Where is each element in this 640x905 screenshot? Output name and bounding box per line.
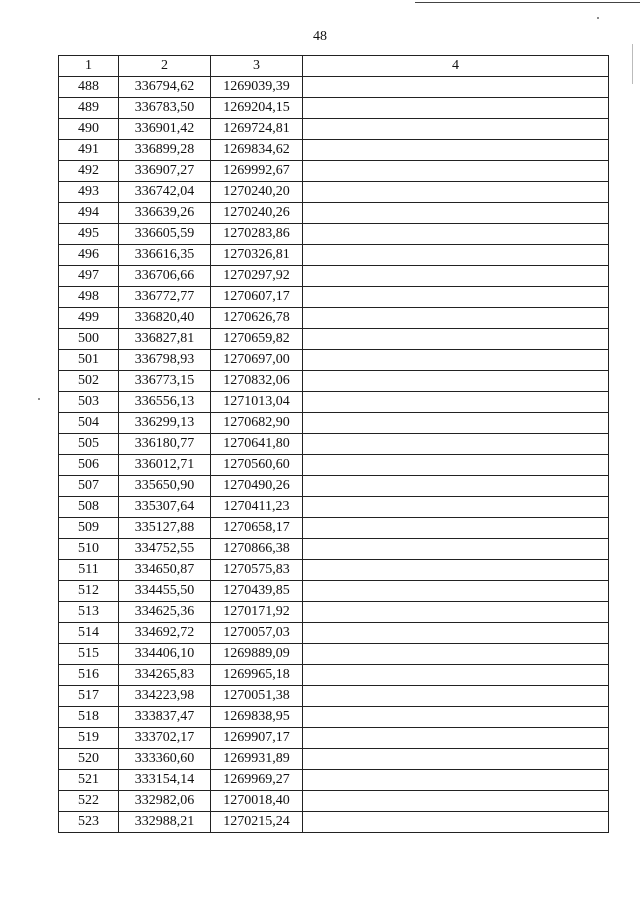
point-number-cell: 503 [59,392,119,413]
note-cell [303,560,609,581]
point-number-cell: 498 [59,287,119,308]
y-coordinate-cell: 1270411,23 [211,497,303,518]
x-coordinate-cell: 336772,77 [119,287,211,308]
point-number-cell: 496 [59,245,119,266]
point-number-cell: 500 [59,329,119,350]
x-coordinate-cell: 334692,72 [119,623,211,644]
point-number-cell: 513 [59,602,119,623]
x-coordinate-cell: 336605,59 [119,224,211,245]
column-header: 2 [119,56,211,77]
y-coordinate-cell: 1270659,82 [211,329,303,350]
note-cell [303,203,609,224]
point-number-cell: 493 [59,182,119,203]
point-number-cell: 510 [59,539,119,560]
x-coordinate-cell: 333360,60 [119,749,211,770]
y-coordinate-cell: 1270057,03 [211,623,303,644]
point-number-cell: 495 [59,224,119,245]
x-coordinate-cell: 336907,27 [119,161,211,182]
x-coordinate-cell: 334752,55 [119,539,211,560]
y-coordinate-cell: 1271013,04 [211,392,303,413]
y-coordinate-cell: 1270326,81 [211,245,303,266]
point-number-cell: 517 [59,686,119,707]
x-coordinate-cell: 333837,47 [119,707,211,728]
point-number-cell: 518 [59,707,119,728]
table-row [59,770,609,791]
x-coordinate-cell: 336827,81 [119,329,211,350]
y-coordinate-cell: 1270240,20 [211,182,303,203]
note-cell [303,77,609,98]
y-coordinate-cell: 1269204,15 [211,98,303,119]
y-coordinate-cell: 1270215,24 [211,812,303,833]
note-cell [303,476,609,497]
x-coordinate-cell: 334650,87 [119,560,211,581]
note-cell [303,812,609,833]
y-coordinate-cell: 1270607,17 [211,287,303,308]
table-row [59,812,609,833]
y-coordinate-cell: 1269834,62 [211,140,303,161]
note-cell [303,665,609,686]
x-coordinate-cell: 336901,42 [119,119,211,140]
table-row [59,644,609,665]
note-cell [303,119,609,140]
x-coordinate-cell: 336742,04 [119,182,211,203]
note-cell [303,770,609,791]
note-cell [303,602,609,623]
table-row [59,371,609,392]
table-row [59,560,609,581]
point-number-cell: 522 [59,791,119,812]
x-coordinate-cell: 332988,21 [119,812,211,833]
scan-speck [38,398,40,400]
table-row [59,581,609,602]
column-header: 1 [59,56,119,77]
table-row [59,98,609,119]
point-number-cell: 494 [59,203,119,224]
note-cell [303,98,609,119]
note-cell [303,350,609,371]
point-number-cell: 509 [59,518,119,539]
table-row [59,182,609,203]
y-coordinate-cell: 1270832,06 [211,371,303,392]
x-coordinate-cell: 336012,71 [119,455,211,476]
table-row [59,623,609,644]
y-coordinate-cell: 1270240,26 [211,203,303,224]
x-coordinate-cell: 334625,36 [119,602,211,623]
point-number-cell: 490 [59,119,119,140]
point-number-cell: 516 [59,665,119,686]
y-coordinate-cell: 1270682,90 [211,413,303,434]
table-row [59,518,609,539]
table-row [59,287,609,308]
y-coordinate-cell: 1270560,60 [211,455,303,476]
point-number-cell: 501 [59,350,119,371]
table-row [59,707,609,728]
column-header: 4 [303,56,609,77]
table-row [59,602,609,623]
x-coordinate-cell: 334406,10 [119,644,211,665]
y-coordinate-cell: 1270490,26 [211,476,303,497]
note-cell [303,371,609,392]
note-cell [303,791,609,812]
point-number-cell: 523 [59,812,119,833]
column-header: 3 [211,56,303,77]
note-cell [303,539,609,560]
y-coordinate-cell: 1269724,81 [211,119,303,140]
y-coordinate-cell: 1270658,17 [211,518,303,539]
point-number-cell: 514 [59,623,119,644]
y-coordinate-cell: 1270641,80 [211,434,303,455]
y-coordinate-cell: 1269838,95 [211,707,303,728]
y-coordinate-cell: 1269889,09 [211,644,303,665]
note-cell [303,413,609,434]
table-row [59,434,609,455]
note-cell [303,623,609,644]
x-coordinate-cell: 336299,13 [119,413,211,434]
y-coordinate-cell: 1269965,18 [211,665,303,686]
table-row [59,749,609,770]
y-coordinate-cell: 1269969,27 [211,770,303,791]
point-number-cell: 492 [59,161,119,182]
point-number-cell: 504 [59,413,119,434]
table-row [59,77,609,98]
x-coordinate-cell: 333154,14 [119,770,211,791]
table-row [59,203,609,224]
table-row [59,455,609,476]
point-number-cell: 488 [59,77,119,98]
table-row [59,119,609,140]
point-number-cell: 512 [59,581,119,602]
note-cell [303,686,609,707]
x-coordinate-cell: 336899,28 [119,140,211,161]
x-coordinate-cell: 334265,83 [119,665,211,686]
note-cell [303,182,609,203]
x-coordinate-cell: 336616,35 [119,245,211,266]
x-coordinate-cell: 336783,50 [119,98,211,119]
table-row [59,476,609,497]
note-cell [303,644,609,665]
point-number-cell: 515 [59,644,119,665]
note-cell [303,434,609,455]
point-number-cell: 506 [59,455,119,476]
page-number: 48 [313,29,327,44]
y-coordinate-cell: 1270297,92 [211,266,303,287]
table-row [59,791,609,812]
y-coordinate-cell: 1270283,86 [211,224,303,245]
table-row [59,665,609,686]
table-row [59,161,609,182]
scan-speck [597,17,599,19]
point-number-cell: 505 [59,434,119,455]
x-coordinate-cell: 336794,62 [119,77,211,98]
point-number-cell: 520 [59,749,119,770]
x-coordinate-cell: 334455,50 [119,581,211,602]
y-coordinate-cell: 1270018,40 [211,791,303,812]
x-coordinate-cell: 333702,17 [119,728,211,749]
table-row [59,266,609,287]
x-coordinate-cell: 336180,77 [119,434,211,455]
note-cell [303,329,609,350]
y-coordinate-cell: 1270439,85 [211,581,303,602]
note-cell [303,518,609,539]
note-cell [303,581,609,602]
point-number-cell: 502 [59,371,119,392]
point-number-cell: 489 [59,98,119,119]
scan-edge-mark [632,44,633,84]
table-row [59,413,609,434]
x-coordinate-cell: 336706,66 [119,266,211,287]
table-body [59,77,609,833]
top-rule [415,2,640,3]
table-row [59,350,609,371]
x-coordinate-cell: 336798,93 [119,350,211,371]
table-row [59,728,609,749]
table-header-row [59,56,609,77]
y-coordinate-cell: 1269907,17 [211,728,303,749]
note-cell [303,707,609,728]
note-cell [303,245,609,266]
x-coordinate-cell: 336820,40 [119,308,211,329]
y-coordinate-cell: 1269039,39 [211,77,303,98]
point-number-cell: 499 [59,308,119,329]
y-coordinate-cell: 1270697,00 [211,350,303,371]
table-row [59,392,609,413]
point-number-cell: 519 [59,728,119,749]
table-row [59,224,609,245]
point-number-cell: 508 [59,497,119,518]
x-coordinate-cell: 335127,88 [119,518,211,539]
table-row [59,140,609,161]
note-cell [303,224,609,245]
note-cell [303,287,609,308]
x-coordinate-cell: 335650,90 [119,476,211,497]
table-row [59,539,609,560]
point-number-cell: 507 [59,476,119,497]
y-coordinate-cell: 1270171,92 [211,602,303,623]
x-coordinate-cell: 336773,15 [119,371,211,392]
point-number-cell: 511 [59,560,119,581]
note-cell [303,161,609,182]
table-row [59,686,609,707]
note-cell [303,308,609,329]
coordinates-table [58,55,609,833]
x-coordinate-cell: 332982,06 [119,791,211,812]
note-cell [303,728,609,749]
point-number-cell: 521 [59,770,119,791]
y-coordinate-cell: 1270866,38 [211,539,303,560]
table-row [59,497,609,518]
y-coordinate-cell: 1270051,38 [211,686,303,707]
x-coordinate-cell: 335307,64 [119,497,211,518]
note-cell [303,266,609,287]
x-coordinate-cell: 336639,26 [119,203,211,224]
note-cell [303,497,609,518]
y-coordinate-cell: 1270626,78 [211,308,303,329]
table-row [59,308,609,329]
note-cell [303,140,609,161]
table-row [59,329,609,350]
x-coordinate-cell: 334223,98 [119,686,211,707]
x-coordinate-cell: 336556,13 [119,392,211,413]
y-coordinate-cell: 1269931,89 [211,749,303,770]
note-cell [303,749,609,770]
y-coordinate-cell: 1269992,67 [211,161,303,182]
point-number-cell: 491 [59,140,119,161]
note-cell [303,392,609,413]
y-coordinate-cell: 1270575,83 [211,560,303,581]
table-row [59,245,609,266]
note-cell [303,455,609,476]
point-number-cell: 497 [59,266,119,287]
